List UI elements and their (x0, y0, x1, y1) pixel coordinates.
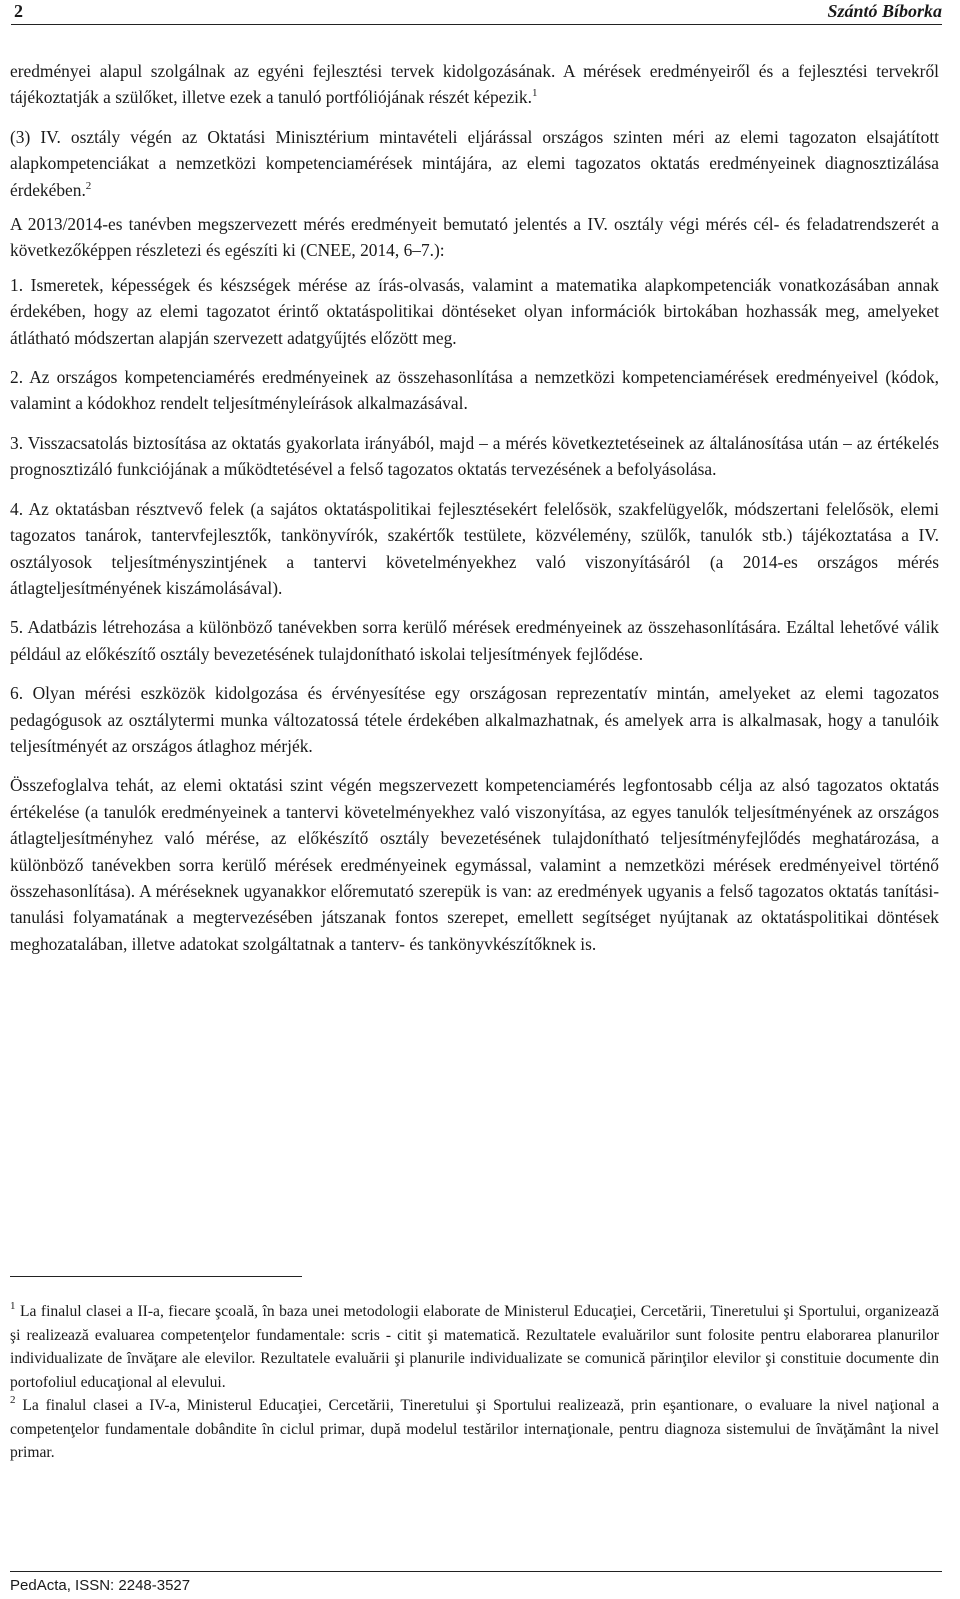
page-footer (10, 1571, 942, 1596)
running-author: Szántó Bíborka (827, 1, 942, 21)
footnote-ref-2[interactable]: 2 (85, 179, 92, 192)
footnote-1: $^1$ La finalul clasei a II-a, fiecare şcoală, în baza unei metodologii elaborate de Ministerul Educaţiei, Cercetării, Tineretului şi Sportului, organizează şi realizează evaluarea competenţelor fundamentale: scris - citit şi matematică. Rezultatele evaluărilor sunt folosite pentru elaborarea planurilor individualizate de învăţare ale elevilor. Rezultatele evaluării şi planurile individualizate se comunică părinţilor elevilor şi constituie documente din portofoliul educaţional al elevului. (10, 1300, 940, 1391)
list-item: 5. Adatbázis létrehozása a különböző tanévekben sorra kerülő mérések eredményeinek az összehasonlítására. Ezáltal lehetővé válik például az előkészítő osztály bevezetésének tulajdonítható iskolai teljesítmények fejlődése. (10, 617, 939, 664)
paragraph-continuation: eredményei alapul szolgálnak az egyéni fejlesztési tervek kidolgozásának. A mérések eredményeiről és a fejlesztési tervekről tájékoztatják a szülőket, illetve ezek a tanuló portfóliójának részét képezik.$^1$ (10, 61, 939, 108)
list-item: 3. Visszacsatolás biztosítása az oktatás gyakorlata irányából, majd – a mérés következtetéseinek az általánosítása után – az értékelés prognosztizáló funkciójának a működtetésével a felső tagozatos oktatás tervezésének a befolyásolása. (10, 432, 939, 480)
paragraph-report-intro: A 2013/2014-es tanévben megszervezett mérés eredményeit bemutató jelentés a IV. osztály végi mérés cél- és feladatrendszerét a következőképpen részletezi és egészíti ki (CNEE, 2014, 6–7.): (10, 214, 939, 261)
paragraph-summary: Összefoglalva tehát, az elemi oktatási szint végén megszervezett kompetenciamérés legfontosabb célja az alsó tagozatos oktatás értékelése (a tanulók eredményeinek a tantervi követelményekhez való viszonyítása, az egyes tanulók teljesítményének az országos átlagteljesítményhez való mérése, az előkészítő osztály bevezetésének tulajdonítható teljesítményfejlődés meghatározása, a különböző tanévekben sorra kerülő mérések eredményeinek egymással, valamint a nemzetközi mérések eredményeivel történő összehasonlítása). A méréseknek ugyanakkor előremutató szerepük is van: az eredmények ugyanis a felső tagozatos oktatás tanítási-tanulási folyamatának a megtervezésében játszanak fontos szerepet, emellett segítséget nyújtanak az oktatáspolitikai döntések meghozatalában, illetve adatokat szolgáltatnak a tanterv- és tankönyvkészítőknek is. (10, 775, 939, 954)
list-item: 1. Ismeretek, képességek és készségek mérése az írás-olvasás, valamint a matematika alapkompetenciák vonatkozásában annak érdekében, hogy az elemi tagozatot érintő oktatáspolitikai döntéseket olyan információk birtokában hozhassák meg, amelyeket átlátható módszertan alapján szervezett adatgyűjtés előzött meg. (10, 274, 939, 348)
list-item: 2. Az országos kompetenciamérés eredményeinek az összehasonlítása a nemzetközi kompetenciamérések eredményeivel (kódok, valamint a kódokhoz rendelt teljesítményleírások alkalmazásával. (10, 367, 939, 414)
journal-issn: PedActa, ISSN: 2248-3527 (10, 1577, 191, 1594)
list-item: 6. Olyan mérési eszközök kidolgozása és érvényesítése egy országosan reprezentatív mintán, amelyeket az elemi tagozatos pedagógusok az osztálytermi munka változatossá tétele érdekében alkalmazhatnak, és amelyek arra is alkalmasak, hogy a tanulóik teljesítményét az országos átlaghoz mérjék. (10, 683, 939, 756)
paragraph-measurement: (3) IV. osztály végén az Oktatási Minisztérium mintavételi eljárással országos szinten méri az elemi tagozaton elsajátított alapkompetenciákat a nemzetközi kompetenciamérések mintájára, az elemi tagozatos oktatás eredményeinek diagnosztizálása érdekében.$^2$ (10, 126, 939, 200)
page-number: 2 (14, 1, 23, 21)
footnote-2: $^2$ La finalul clasei a IV-a, Ministerul Educaţiei, Cercetării, Tineretului şi Sportului realizează, prin eşantionare, o evaluare la nivel naţional a competenţelor fundamentale dobândite în ciclul primar, după modelul testărilor internaţionale, pentru diagnoza sistemului de învăţământ la nivel primar. (10, 1394, 939, 1461)
footnote-mark: 1 (10, 1300, 16, 1312)
list-item: 4. Az oktatásban résztvevő felek (a sajátos oktatáspolitikai fejlesztésekért felelősök, szakfelügyelők, módszertani felelősök, elemi tagozatos tanárok, tantervfejlesztők, tankönyvírók, szakértők testülete, közvélemény, szülők, tanulók stb.) tájékoztatása a IV. osztályosok teljesítményszintjének a tantervi követelményekhez való viszonyításáról (a 2014-es országos mérés átlagteljesítményének kiszámolásával). (10, 498, 939, 598)
footnote-mark: 2 (10, 1394, 16, 1406)
running-header (11, 0, 942, 25)
footnote-ref-1[interactable]: 1 (531, 87, 538, 100)
footnote-separator (10, 1276, 302, 1277)
footnotes (10, 1300, 939, 1465)
main-text (10, 58, 939, 970)
